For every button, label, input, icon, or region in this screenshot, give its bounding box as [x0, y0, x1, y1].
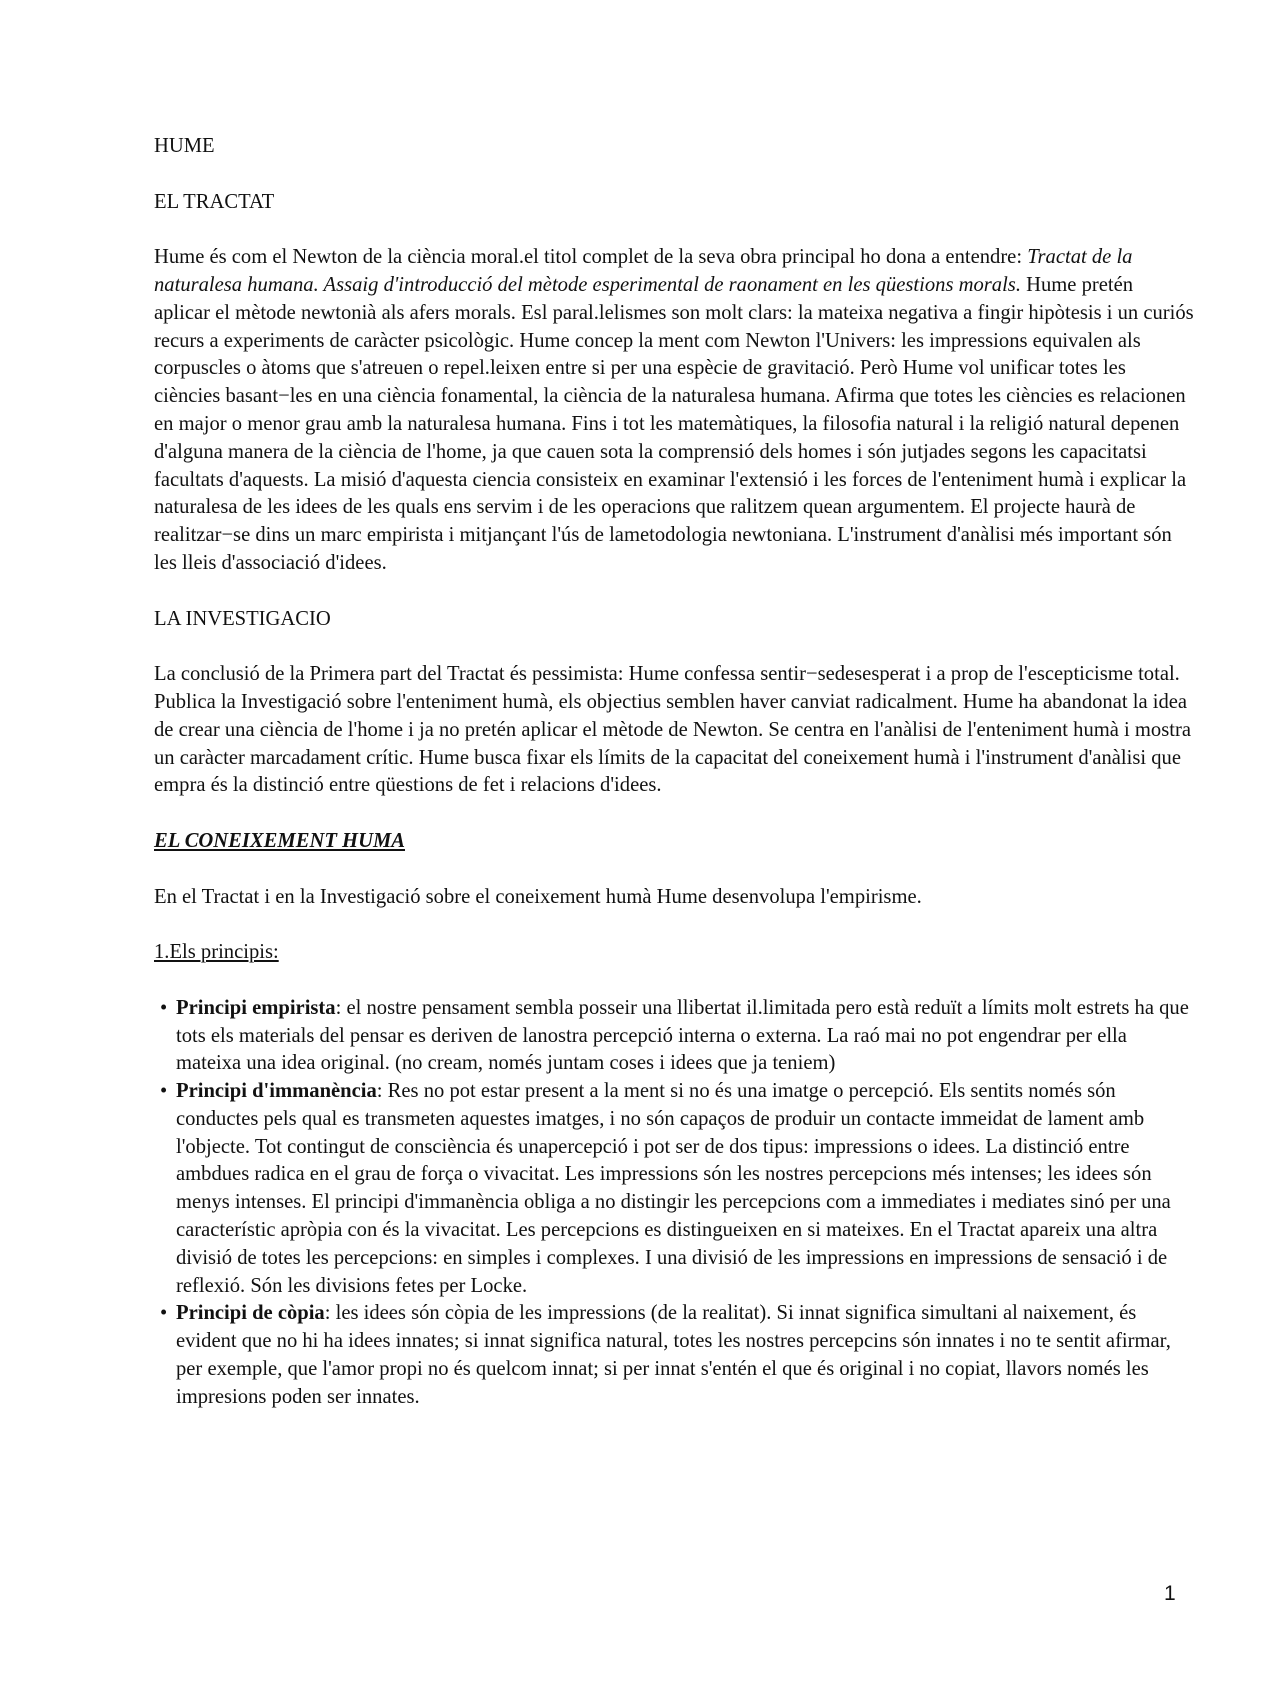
list-item-principi-copia	[154, 1300, 1194, 1411]
paragraph-rest-text: Hume pretén aplicar el mètode newtonià als afers morals. Esl paral.lelismes son molt clars: la mateixa negativa a fingir hipòtesis i un curiós recurs a experiments de caràcter psicològic. Hume concep la ment com Newton l'Univers: les impressions equivalen als corpuscles o àtoms que s'atreuen o repel.leixen entre si per una espècie de gravitació. Però Hume vol unificar totes les ciències basant−les en una ciència fonamental, la ciència de la naturalesa humana. Afirma que totes les ciències es relacionen en major o menor grau amb la naturalesa humana. Fins i tot les matemàtiques, la filosofia natural i la religió natural depenen d'alguna manera de la ciència de l'home, ja que cauen sota la comprensió dels homes i són jutjades segons les capacitatsi facultats d'aquests. La misió d'aquesta ciencia consisteix en examinar l'extensió i les forces de l'enteniment humà i explicar la naturalesa de les idees de les quals ens servim i de les operacions que ralitzem quean argumentem. El projecte haurà de realitzar−se dins un marc empirista i mitjançant l'ús de lametodologia newtoniana. L'instrument d'anàlisi més important són les lleis d'associació d'idees.	[154, 273, 1194, 574]
principle-text: : el nostre pensament sembla posseir una llibertat il.limitada pero està reduït a límits molt estrets ha que tots els materials del pensar es deriven de lanostra percepció interna o externa. La raó mai no pot engendrar per ella mateixa una idea original. (no cream, només juntam coses i idees que ja teniem)	[176, 996, 1189, 1075]
list-item-principi-empirista	[154, 995, 1194, 1078]
section-heading-el-tractat: EL TRACTAT	[154, 190, 275, 213]
list-item-principi-immanencia	[154, 1078, 1194, 1300]
section-heading-la-investigacio: LA INVESTIGACIO	[154, 607, 331, 630]
principle-term: Principi empirista	[176, 996, 336, 1019]
document-title: HUME	[154, 135, 215, 157]
paragraph-coneixement-intro: En el Tractat i en la Investigació sobre el coneixement humà Hume desenvolupa l'empirisme.	[154, 885, 922, 908]
bullet-icon: •	[160, 1302, 168, 1325]
page-number: 1	[1164, 1582, 1176, 1605]
section-heading-coneixement-huma: EL CONEIXEMENT HUMA	[154, 829, 405, 852]
subsection-heading-principis: 1.Els principis:	[154, 941, 279, 964]
bullet-icon: •	[160, 996, 168, 1019]
principle-text: : les idees són còpia de les impressions (de la realitat). Si innat significa simultani al naixement, és evident que no hi ha idees innates; si innat significa natural, totes les nostres percepcins són innates i no te sentit afirmar, per exemple, que l'amor propi no és quelcom innat; si per innat s'entén el que és original i no copiat, llavors només les impresions poden ser innates.	[176, 1302, 1171, 1408]
paragraph-la-investigacio: La conclusió de la Primera part del Tractat és pessimista: Hume confessa sentir−sedesesperat i a prop de l'escepticisme total. Publica la Investigació sobre l'enteniment humà, els objectius semblen haver canviat radicalment. Hume ha abandonat la idea de crear una ciència de l'home i ja no pretén aplicar el mètode de Newton. Se centra en l'anàlisi de l'enteniment humà i mostra un caràcter marcadament crític. Hume busca fixar els límits de la capacitat del coneixement humà i l'instrument d'anàlisi que empra és la distinció entre qüestions de fet i relacions d'idees.	[154, 663, 1191, 797]
paragraph-el-tractat	[154, 244, 1194, 578]
principles-list	[154, 995, 1194, 1412]
bullet-icon: •	[160, 1080, 168, 1103]
book-title-italic: Tractat de la naturalesa humana. Assaig d'introducció del mètode esperimental de raonament en les qüestions morals.	[154, 246, 1133, 296]
paragraph-start-text: Hume és com el Newton de la ciència moral.el titol complet de la seva obra principal ho dona a entendre:	[154, 246, 1028, 269]
principle-term: Principi d'immanència	[176, 1080, 377, 1103]
principle-text: : Res no pot estar present a la ment si no és una imatge o percepció. Els sentits només són conductes pels qual es transmeten aquestes imatges, i no són capaços de produir un contacte immeidat de lament amb l'objecte. Tot contingut de consciència és unapercepció i pot ser de dos tipus: impressions o idees. La distinció entre ambdues radica en el grau de força o vivacitat. Les impressions són les nostres percepcions més intenses; les idees són menys intenses. El principi d'immanència obliga a no distingir les percepcions com a immediates i mediates sinó per una característic apròpia con és la vivacitat. Les percepcions es distingueixen en si mateixes. En el Tractat apareix una altra divisió de totes les percepcions: en simples i complexes. I una divisió de les impressions en impressions de sensació i de reflexió. Són les divisions fetes per Locke.	[176, 1080, 1171, 1297]
document-page	[154, 133, 1194, 1412]
principle-term: Principi de còpia	[176, 1302, 325, 1325]
